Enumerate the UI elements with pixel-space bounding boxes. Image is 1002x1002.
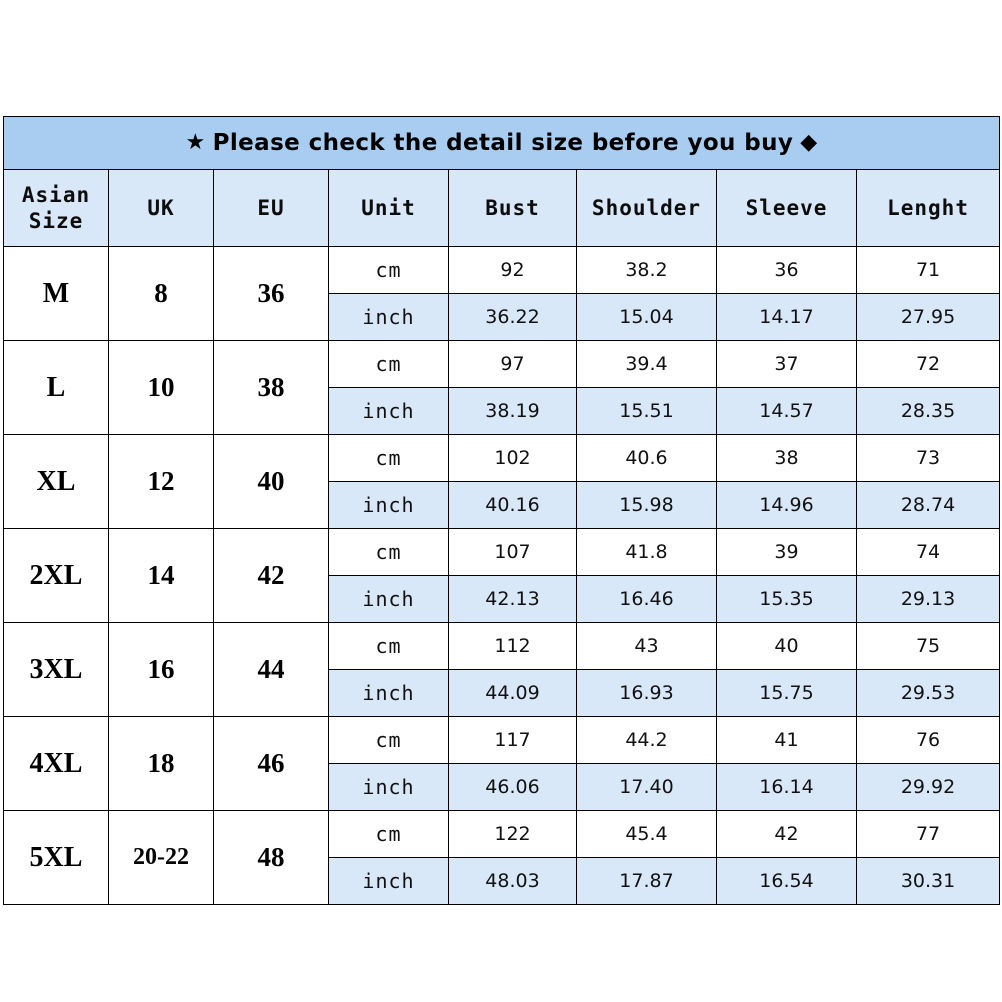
cell-shoulder-cm: 43: [577, 623, 717, 670]
cell-eu: 46: [214, 717, 329, 811]
diamond-icon: ◆: [800, 130, 818, 155]
cell-bust-inch: 38.19: [449, 388, 577, 435]
cell-bust-cm: 92: [449, 247, 577, 294]
cell-shoulder-inch: 15.51: [577, 388, 717, 435]
header-eu: EU: [214, 170, 329, 247]
cell-uk: 20-22: [109, 811, 214, 905]
cell-eu: 48: [214, 811, 329, 905]
cell-length-cm: 71: [857, 247, 1000, 294]
table-row: [4, 435, 1000, 482]
cell-unit-cm: cm: [329, 435, 449, 482]
cell-sleeve-cm: 39: [717, 529, 857, 576]
cell-sleeve-cm: 41: [717, 717, 857, 764]
cell-bust-cm: 107: [449, 529, 577, 576]
cell-shoulder-inch: 17.40: [577, 764, 717, 811]
cell-unit-cm: cm: [329, 717, 449, 764]
banner-text: Please check the detail size before you buy: [212, 130, 794, 156]
banner-row: [4, 117, 1000, 170]
cell-uk: 8: [109, 247, 214, 341]
cell-length-inch: 29.13: [857, 576, 1000, 623]
table-row: [4, 811, 1000, 858]
cell-shoulder-inch: 16.93: [577, 670, 717, 717]
cell-bust-cm: 122: [449, 811, 577, 858]
cell-length-inch: 27.95: [857, 294, 1000, 341]
cell-eu: 44: [214, 623, 329, 717]
cell-length-inch: 28.74: [857, 482, 1000, 529]
cell-eu: 42: [214, 529, 329, 623]
cell-sleeve-inch: 14.17: [717, 294, 857, 341]
header-unit: Unit: [329, 170, 449, 247]
cell-bust-cm: 112: [449, 623, 577, 670]
cell-asian-size: 2XL: [4, 529, 109, 623]
cell-asian-size: 4XL: [4, 717, 109, 811]
cell-asian-size: 5XL: [4, 811, 109, 905]
cell-shoulder-cm: 45.4: [577, 811, 717, 858]
header-sleeve: Sleeve: [717, 170, 857, 247]
cell-shoulder-cm: 39.4: [577, 341, 717, 388]
cell-uk: 14: [109, 529, 214, 623]
cell-length-inch: 30.31: [857, 858, 1000, 905]
cell-sleeve-inch: 16.14: [717, 764, 857, 811]
cell-shoulder-inch: 17.87: [577, 858, 717, 905]
cell-length-cm: 74: [857, 529, 1000, 576]
table-row: [4, 247, 1000, 294]
header-asian-size-line1: Asian: [21, 182, 91, 207]
banner-cell: [4, 117, 1000, 170]
size-chart-table: [3, 116, 1000, 905]
cell-shoulder-inch: 15.98: [577, 482, 717, 529]
cell-uk: 12: [109, 435, 214, 529]
cell-unit-inch: inch: [329, 670, 449, 717]
cell-shoulder-cm: 41.8: [577, 529, 717, 576]
table-row: [4, 623, 1000, 670]
cell-sleeve-cm: 37: [717, 341, 857, 388]
cell-sleeve-inch: 15.75: [717, 670, 857, 717]
table-row: [4, 529, 1000, 576]
cell-bust-cm: 97: [449, 341, 577, 388]
cell-shoulder-inch: 15.04: [577, 294, 717, 341]
header-asian-size: [4, 170, 109, 247]
table-row: [4, 341, 1000, 388]
cell-shoulder-cm: 38.2: [577, 247, 717, 294]
cell-unit-inch: inch: [329, 576, 449, 623]
cell-unit-inch: inch: [329, 388, 449, 435]
cell-shoulder-cm: 40.6: [577, 435, 717, 482]
cell-uk: 10: [109, 341, 214, 435]
cell-unit-cm: cm: [329, 811, 449, 858]
cell-bust-inch: 42.13: [449, 576, 577, 623]
cell-length-inch: 28.35: [857, 388, 1000, 435]
cell-bust-inch: 44.09: [449, 670, 577, 717]
cell-unit-inch: inch: [329, 764, 449, 811]
cell-asian-size: 3XL: [4, 623, 109, 717]
cell-sleeve-cm: 42: [717, 811, 857, 858]
cell-uk: 16: [109, 623, 214, 717]
cell-bust-inch: 36.22: [449, 294, 577, 341]
cell-unit-cm: cm: [329, 247, 449, 294]
cell-shoulder-inch: 16.46: [577, 576, 717, 623]
cell-bust-cm: 117: [449, 717, 577, 764]
cell-bust-inch: 46.06: [449, 764, 577, 811]
cell-eu: 38: [214, 341, 329, 435]
cell-unit-inch: inch: [329, 858, 449, 905]
cell-eu: 40: [214, 435, 329, 529]
cell-unit-cm: cm: [329, 623, 449, 670]
cell-shoulder-cm: 44.2: [577, 717, 717, 764]
cell-unit-inch: inch: [329, 482, 449, 529]
cell-sleeve-inch: 14.57: [717, 388, 857, 435]
cell-eu: 36: [214, 247, 329, 341]
cell-sleeve-inch: 16.54: [717, 858, 857, 905]
cell-length-cm: 77: [857, 811, 1000, 858]
cell-bust-inch: 40.16: [449, 482, 577, 529]
cell-sleeve-inch: 15.35: [717, 576, 857, 623]
cell-length-inch: 29.92: [857, 764, 1000, 811]
cell-length-inch: 29.53: [857, 670, 1000, 717]
cell-unit-cm: cm: [329, 529, 449, 576]
cell-length-cm: 73: [857, 435, 1000, 482]
cell-sleeve-inch: 14.96: [717, 482, 857, 529]
cell-bust-cm: 102: [449, 435, 577, 482]
table-header-row: [4, 170, 1000, 247]
cell-unit-cm: cm: [329, 341, 449, 388]
cell-length-cm: 75: [857, 623, 1000, 670]
cell-asian-size: L: [4, 341, 109, 435]
cell-length-cm: 76: [857, 717, 1000, 764]
cell-uk: 18: [109, 717, 214, 811]
star-icon: ★: [185, 130, 206, 155]
cell-unit-inch: inch: [329, 294, 449, 341]
header-bust: Bust: [449, 170, 577, 247]
cell-sleeve-cm: 36: [717, 247, 857, 294]
cell-bust-inch: 48.03: [449, 858, 577, 905]
cell-length-cm: 72: [857, 341, 1000, 388]
cell-sleeve-cm: 38: [717, 435, 857, 482]
header-asian-size-line2: Size: [28, 209, 84, 233]
table-row: [4, 717, 1000, 764]
header-uk: UK: [109, 170, 214, 247]
cell-asian-size: XL: [4, 435, 109, 529]
cell-sleeve-cm: 40: [717, 623, 857, 670]
cell-asian-size: M: [4, 247, 109, 341]
header-shoulder: Shoulder: [577, 170, 717, 247]
header-length: Lenght: [857, 170, 1000, 247]
